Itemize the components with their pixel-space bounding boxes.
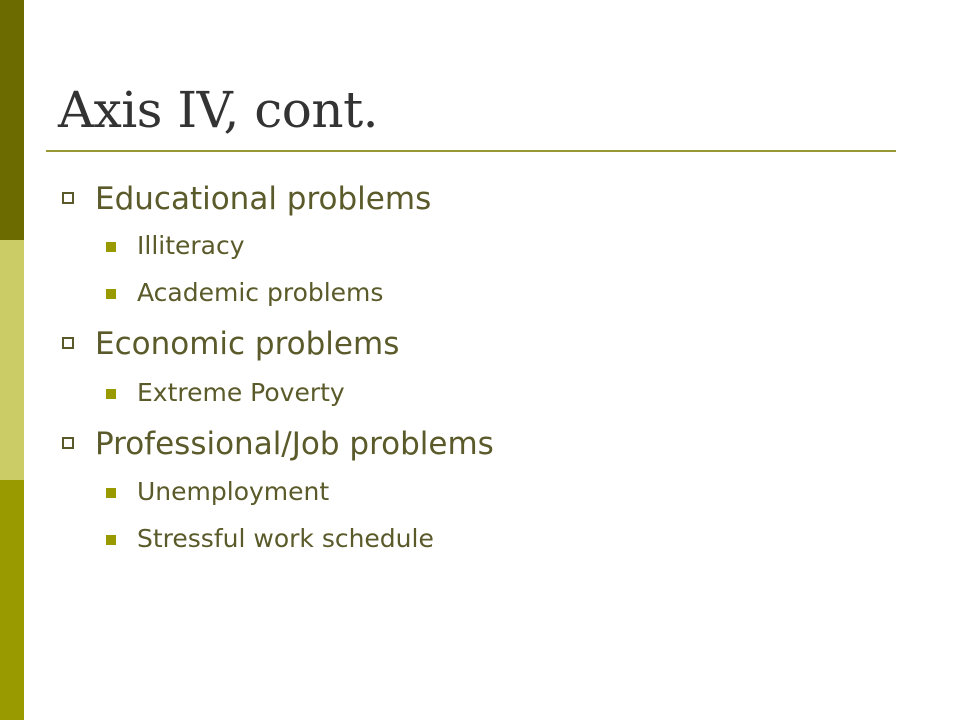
filled-square-bullet-icon (106, 488, 116, 498)
accent-strip-top (0, 0, 24, 240)
filled-square-bullet-icon (106, 535, 116, 545)
hollow-square-bullet-icon (62, 192, 74, 204)
sub-bullet-text: Illiteracy (137, 231, 245, 260)
filled-square-bullet-icon (106, 289, 116, 299)
sub-bullet-text: Extreme Poverty (137, 378, 345, 407)
bullet-heading: Economic problems (95, 326, 400, 362)
sub-bullet-text: Unemployment (137, 477, 330, 506)
hollow-square-bullet-icon (62, 337, 74, 349)
accent-strip-middle (0, 240, 24, 480)
bullet-heading: Professional/Job problems (95, 426, 494, 462)
title-divider (46, 150, 896, 152)
slide-title: Axis IV, cont. (58, 81, 379, 139)
bullet-heading: Educational problems (95, 181, 432, 217)
accent-strip-bottom (0, 480, 24, 720)
filled-square-bullet-icon (106, 242, 116, 252)
sub-bullet-text: Academic problems (137, 278, 384, 307)
sub-bullet-text: Stressful work schedule (137, 524, 434, 553)
filled-square-bullet-icon (106, 389, 116, 399)
hollow-square-bullet-icon (62, 437, 74, 449)
